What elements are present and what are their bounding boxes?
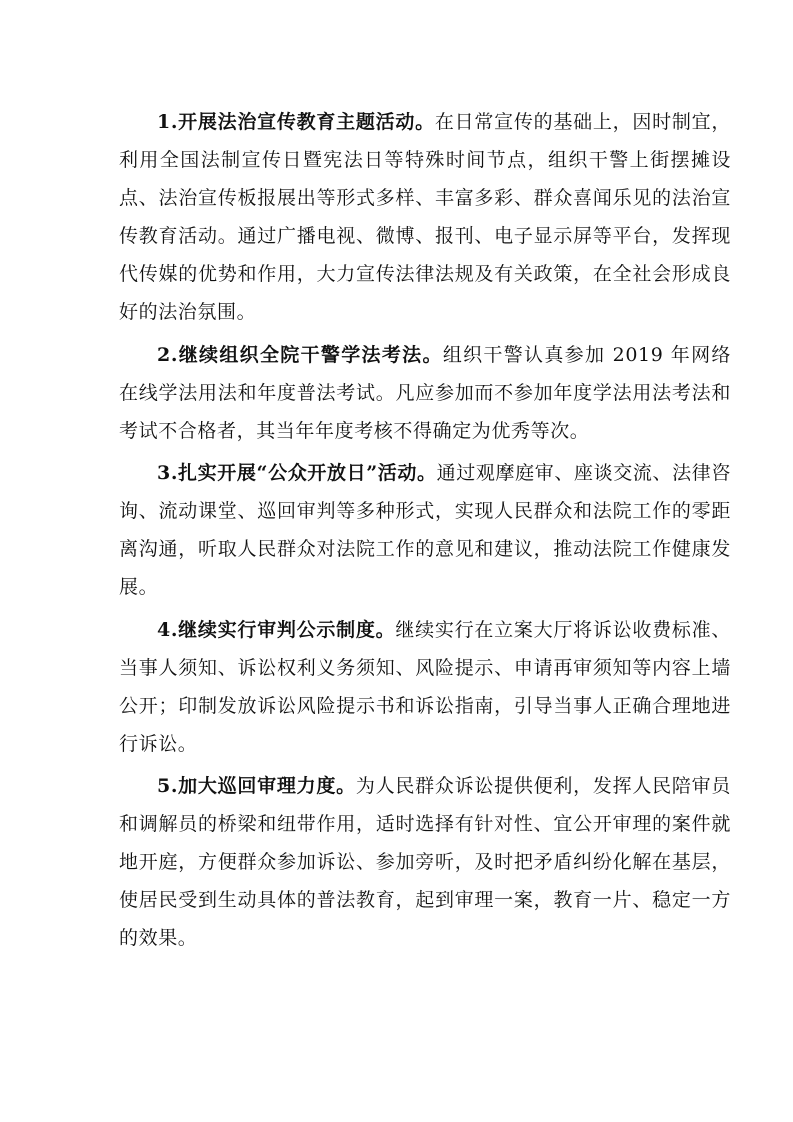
paragraph-2-text: 组织干警认真参加 2019 年网络在线学法用法和年度普法考试。凡应参加而不参加年度学法用法考法和考试不合格者，其当年年度考核不得确定为优秀等次。	[119, 343, 731, 442]
document-body	[119, 103, 731, 962]
paragraph-4-text: 继续实行在立案大厅将诉讼收费标准、当事人须知、诉讼权利义务须知、风险提示、申请再审须知等内容上墙公开；印制发放诉讼风险提示书和诉讼指南，引导当事人正确合理地进行诉讼。	[119, 618, 731, 755]
paragraph-2	[119, 336, 731, 450]
paragraph-1-heading: 1.开展法治宣传教育主题活动。	[157, 111, 435, 133]
paragraph-5-heading: 5.加大巡回审理力度。	[157, 775, 356, 797]
paragraph-3-heading: 3.扎实开展“公众开放日”活动。	[157, 462, 437, 484]
paragraph-3	[119, 454, 731, 606]
paragraph-1-text: 在日常宣传的基础上，因时制宜，利用全国法制宣传日暨宪法日等特殊时间节点，组织干警上街摆摊设点、法治宣传板报展出等形式多样、丰富多彩、群众喜闻乐见的法治宣传教育活动。通过广播电视、微博、报刊、电子显示屏等平台，发挥现代传媒的优势和作用，大力宣传法律法规及有关政策，在全社会形成良好的法治氛围。	[119, 111, 731, 323]
paragraph-1	[119, 103, 731, 331]
paragraph-4	[119, 611, 731, 763]
paragraph-2-heading: 2.继续组织全院干警学法考法。	[157, 343, 443, 366]
paragraph-5	[119, 767, 731, 957]
paragraph-3-text: 通过观摩庭审、座谈交流、法律咨询、流动课堂、巡回审判等多种形式，实现人民群众和法院工作的零距离沟通，听取人民群众对法院工作的意见和建议，推动法院工作健康发展。	[119, 462, 731, 598]
paragraph-4-heading: 4.继续实行审判公示制度。	[157, 618, 396, 641]
paragraph-5-text: 为人民群众诉讼提供便利，发挥人民陪审员和调解员的桥梁和纽带作用，适时选择有针对性、宜公开审理的案件就地开庭，方便群众参加诉讼、参加旁听，及时把矛盾纠纷化解在基层，使居民受到生动具体的普法教育，起到审理一案，教育一片、稳定一方的效果。	[119, 775, 731, 949]
